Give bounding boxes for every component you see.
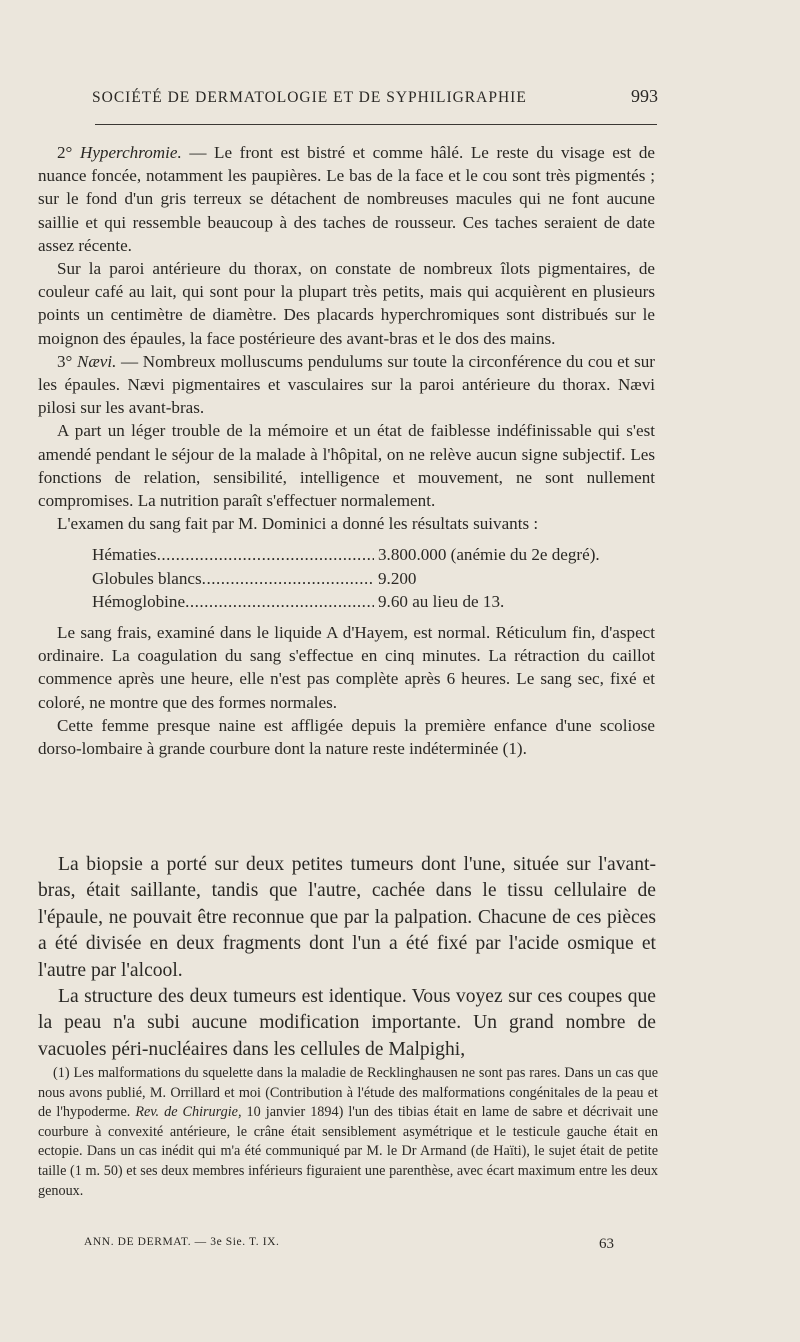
section-heading: Nævi. xyxy=(77,351,117,371)
lecture-text xyxy=(38,852,656,1063)
paragraph-sang-frais: Le sang frais, examiné dans le liquide A d'Hayem, est normal. Réticulum fin, d'aspect ordinaire. La coagulation du sang s'effectue en cinq minutes. La rétraction du caillot commence après une heure, elle n'est pas complète après 6 heures. Le sang sec, fixé et coloré, ne montre que des formes normales. xyxy=(38,623,655,712)
dot-leader xyxy=(157,543,374,566)
footnote-text: (1) Les malformations du squelette dans la maladie de Recklinghausen ne sont pas rares. Dans un cas que nous avons publié, M. Orrillard et moi (Contribution à l'étude des malformations congénitales de la peau et de l'hypoderme. xyxy=(38,1065,658,1121)
paragraph-biopsie: La biopsie a porté sur deux petites tumeurs dont l'une, située sur l'avant-bras, était saillante, tandis que l'autre, cachée dans le tissu cellulaire de l'épaule, ne pouvait être reconnue que par la palpation. Chacune de ces pièces a été divisée en deux fragments dont l'un a été fixé par l'acide osmique et l'autre par l'alcool. xyxy=(38,854,656,981)
main-text xyxy=(38,141,655,760)
table-row xyxy=(92,543,655,566)
page-footer xyxy=(84,1236,614,1253)
footnote xyxy=(38,1064,658,1201)
row-label: Globules blancs xyxy=(92,568,202,588)
paragraph-text: — Nombreux molluscums pendulums sur toute la circonférence du cou et sur les épaules. Nævi pigmentaires et vasculaires sur la paroi antérieure du thorax. Nævi pilosi sur les avant-bras. xyxy=(38,351,655,418)
footer-signature: ANN. DE DERMAT. — 3e Sie. T. IX. xyxy=(84,1236,280,1248)
row-value: 9.200 xyxy=(378,568,417,588)
paragraph-hyperchromie xyxy=(38,141,655,257)
paragraph-naevi xyxy=(38,350,655,420)
row-value: 9.60 au lieu de 13. xyxy=(378,591,505,611)
dot-leader xyxy=(185,590,374,613)
footnote-text: 10 janvier 1894) l'un des tibias était en lame de sabre et décrivait une courbure à convexité antérieure, le crâne était sensiblement asymétrique et le testicule gauche était en ectopie. Dans un cas inédit qui m'a été communiqué par M. le Dr Armand (de Haïti), le sujet était de petite taille (1 m. 50) et ses deux membres inférieurs figuraient une parenthèse, avec écart maximum entre les deux genoux. xyxy=(38,1104,659,1199)
section-number: 2° xyxy=(57,143,80,162)
blood-results-table xyxy=(38,543,655,613)
header-rule xyxy=(95,124,657,125)
table-row xyxy=(92,590,655,613)
paragraph-scoliose: Cette femme presque naine est affligée depuis la première enfance d'une scoliose dorso-lombaire à grande courbure dont la nature reste indéterminée (1). xyxy=(38,715,655,759)
footer-page-number: 63 xyxy=(599,1236,614,1252)
row-value: 3.800.000 (anémie du 2e degré). xyxy=(378,545,600,565)
footnote-journal: Rev. de Chirurgie, xyxy=(135,1104,242,1121)
table-row xyxy=(92,567,655,590)
paragraph-memoire: A part un léger trouble de la mémoire et un état de faiblesse indéfinissable qui s'est amendé pendant le séjour de la malade à l'hôpital, on ne relève aucun signe subjectif. Les fonctions de relation, sensibilité, intelligence et mouvement, ne sont nullement compromises. La nutrition paraît s'effectuer normalement. xyxy=(38,421,655,511)
running-header xyxy=(92,86,658,107)
dot-leader xyxy=(202,567,374,590)
paragraph-structure: La structure des deux tumeurs est identique. Vous voyez sur ces coupes que la peau n'a subi aucune modification importante. Un grand nombre de vacuoles péri-nucléaires dans les cellules de Malpighi, xyxy=(38,986,656,1060)
section-heading: Hyperchromie. xyxy=(79,143,182,162)
section-number: 3° xyxy=(57,351,77,371)
header-title: SOCIÉTÉ DE DERMATOLOGIE ET DE SYPHILIGRAPHIE xyxy=(92,89,527,106)
paragraph-text: — Le front est bistré et comme hâlé. Le reste du visage est de nuance foncée, notamment les paupières. Le bas de la face et le cou sont très pigmentés ; sur le fond d'un gris terreux se détachent de nombreuses macules qui ne font aucune saillie et qui ressemble beaucoup à des taches de rousseur. Ces taches seraient de date assez récente. xyxy=(38,143,656,255)
paragraph-examen-sang: L'examen du sang fait par M. Dominici a donné les résultats suivants : xyxy=(57,514,539,534)
row-label: Hématies xyxy=(92,545,157,565)
paragraph-thorax: Sur la paroi antérieure du thorax, on constate de nombreux îlots pigmentaires, de couleur café au lait, qui sont pour la plupart très petits, mais qui acquièrent en plusieurs points un centimètre de diamètre. Des placards hyperchromiques sont distribués sur le moignon des épaules, la face postérieure des avant-bras et le dos des mains. xyxy=(38,259,655,348)
row-label: Hémoglobine xyxy=(92,591,186,611)
header-page-number: 993 xyxy=(631,86,658,106)
